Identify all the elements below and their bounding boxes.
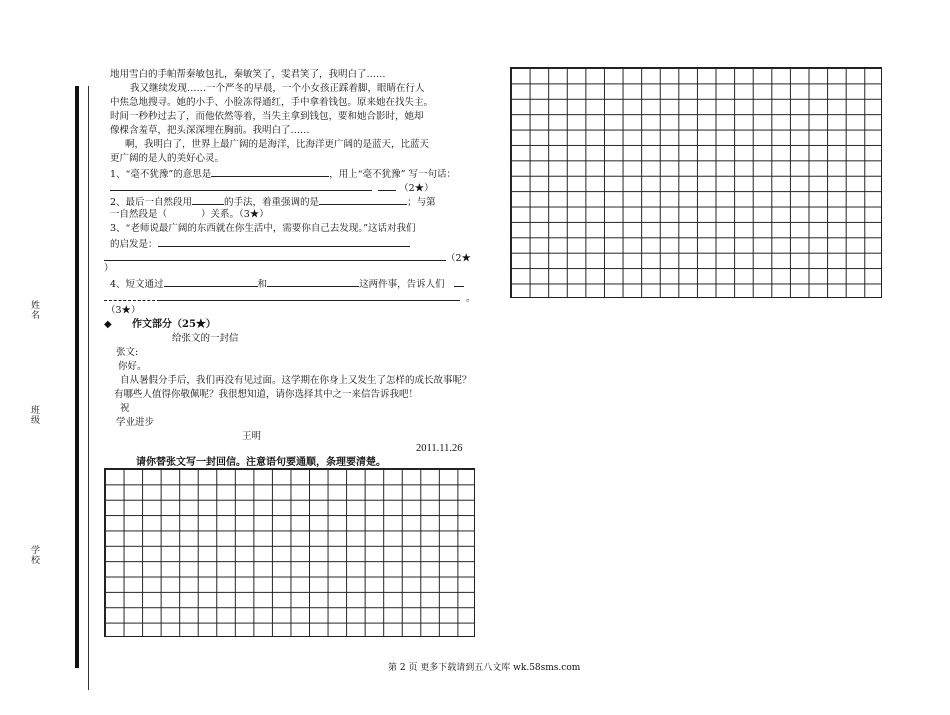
letter-greeting: 你好。 bbox=[118, 361, 147, 372]
passage-line-3: 中焦急地搜寻。她的小手、小脸冻得通红，手中拿着钱包。原来她在找失主。 bbox=[110, 97, 434, 108]
question-1-prompt: 1、“毫不犹豫”的意思是 bbox=[110, 169, 212, 180]
letter-signature: 王明 bbox=[242, 431, 262, 442]
writing-instruction: 请你替张文写一封回信。注意语句要通顺，条理要清楚。 bbox=[136, 457, 386, 468]
question-3: 3、“老师说最广阔的东西就在你生活中，需要你自己去发现。”这话对我们 bbox=[110, 223, 416, 234]
question-2-prompt-d: 一自然段是（ bbox=[110, 209, 168, 220]
answer-blank[interactable] bbox=[211, 166, 329, 177]
question-1-prompt-b: ，用上“毫不犹豫” 写一句话： bbox=[329, 169, 456, 180]
question-3-score: （2★ bbox=[446, 253, 472, 264]
question-2-line-2 bbox=[110, 208, 269, 222]
letter-body-2: 有哪些人值得你敬佩呢？我很想知道，请你选择其中之一来信告诉我吧！ bbox=[114, 389, 419, 400]
question-4-dot: 。 bbox=[466, 293, 476, 304]
question-1-score: （2★） bbox=[399, 183, 434, 194]
answer-blank[interactable] bbox=[267, 276, 359, 287]
writing-grid[interactable] bbox=[104, 468, 475, 637]
question-3-prompt-b: 的启发是： bbox=[110, 239, 158, 250]
answer-blank[interactable] bbox=[164, 276, 258, 287]
answer-blank[interactable] bbox=[378, 180, 396, 191]
passage-line-1: 地用雪白的手帕帮秦敏包扎，秦敏笑了，雯君笑了，我明白了…… bbox=[110, 69, 386, 80]
binding-thick-rule bbox=[75, 86, 79, 668]
question-2-prompt: 2、最后一自然段用 bbox=[110, 197, 193, 208]
question-2-prompt-c: ；与第 bbox=[407, 197, 436, 208]
class-label: 班级 bbox=[29, 405, 39, 425]
answer-blank[interactable] bbox=[192, 194, 224, 205]
letter-salutation: 张文: bbox=[116, 347, 139, 358]
answer-blank[interactable] bbox=[208, 290, 460, 301]
letter-body-1: 自从暑假分手后，我们再没有见过面。这学期在你身上又发生了怎样的成长故事呢？ bbox=[120, 375, 472, 386]
answer-blank[interactable] bbox=[319, 194, 407, 205]
question-2-prompt-e: ）关系。（3★） bbox=[201, 209, 269, 220]
answer-blank[interactable] bbox=[110, 180, 372, 191]
question-4-prompt: 4、短文通过 bbox=[110, 279, 164, 290]
page-footer: 第 2 页 更多下载请到五八文库 wk.58sms.com bbox=[388, 663, 581, 673]
binding-thin-rule bbox=[88, 86, 89, 690]
question-4-line-2 bbox=[104, 290, 476, 306]
writing-grid-right[interactable] bbox=[510, 67, 882, 298]
passage-line-2: 我又继续发现……一个严冬的早晨，一个小女孩正踩着脚，眼睛在行人 bbox=[130, 83, 425, 94]
question-4-prompt-c: 这两件事，告诉人们 bbox=[359, 279, 445, 290]
answer-blank[interactable] bbox=[160, 290, 208, 301]
question-2-prompt-b: 的手法，着重强调的是 bbox=[224, 197, 320, 208]
answer-blank[interactable] bbox=[104, 290, 160, 301]
passage-line-6: 啊，我明白了，世界上最广阔的是海洋，比海洋更广阔的是蓝天，比蓝天 bbox=[125, 139, 430, 150]
letter-title: 给张文的一封信 bbox=[172, 333, 239, 344]
question-4-score: （3★） bbox=[106, 305, 141, 316]
answer-blank[interactable] bbox=[158, 236, 410, 247]
name-label: 姓名 bbox=[29, 300, 39, 320]
composition-bullet: ◆ bbox=[104, 319, 112, 330]
answer-blank[interactable] bbox=[104, 250, 446, 261]
question-3-close: ） bbox=[104, 263, 114, 274]
question-4-prompt-b: 和 bbox=[257, 279, 268, 290]
letter-date: 2011.11.26 bbox=[416, 443, 463, 454]
answer-blank[interactable] bbox=[454, 276, 464, 287]
composition-heading: 作文部分（25★） bbox=[132, 319, 216, 330]
letter-closing-2: 学业进步 bbox=[116, 417, 155, 428]
school-label: 学校 bbox=[29, 545, 39, 565]
passage-line-7: 更广阔的是人的美好心灵。 bbox=[110, 153, 225, 164]
question-3-line-3 bbox=[104, 250, 471, 266]
passage-line-4: 时间一秒秒过去了，而他依然等着，当失主拿到钱包，要和她合影时，她却 bbox=[110, 111, 424, 122]
passage-line-5: 像棵含羞草，把头深深埋在胸前。我明白了…… bbox=[110, 125, 310, 136]
letter-closing-1: 祝 bbox=[120, 403, 130, 414]
